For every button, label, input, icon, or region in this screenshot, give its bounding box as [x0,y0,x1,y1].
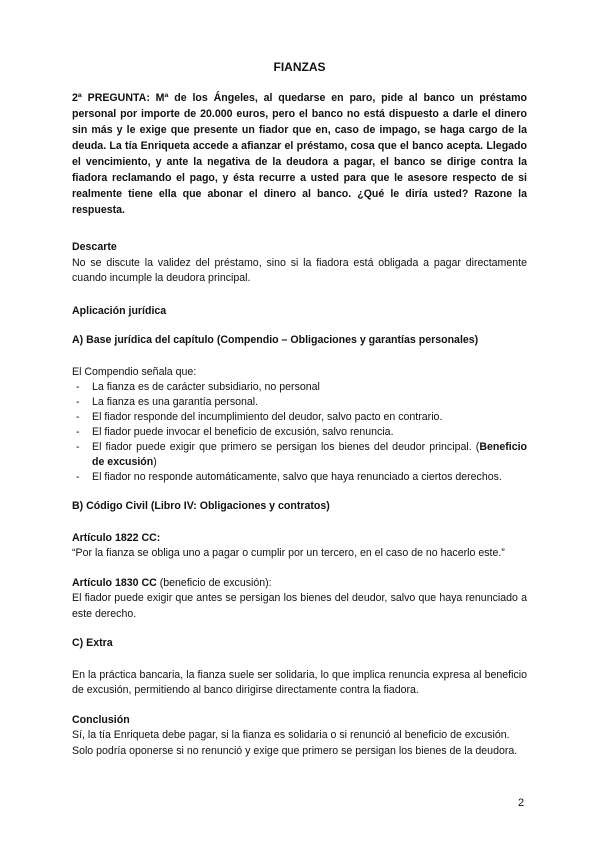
art1830-heading: Artículo 1830 CC [72,576,157,589]
list-item: - La fianza es una garantía personal. [72,395,527,410]
conclusion-p1: Sí, la tía Enriqueta debe pagar, si la fianza es solidaria o si renunció al beneficio de excusión. [72,729,510,741]
section-a-intro: El Compendio señala que: [72,365,197,378]
section-b-heading: B) Código Civil (Libro IV: Obligaciones y contratos) [72,500,330,512]
art1822-heading: Artículo 1822 CC: [72,531,161,544]
page-number: 2 [518,797,525,809]
conclusion-heading: Conclusión [72,713,130,726]
art1822-text: “Por la fianza se obliga uno a pagar o cumplir por un tercero, en el caso de no hacerlo este.” [72,547,505,559]
section-a-list [72,380,527,485]
question-text: 2ª PREGUNTA: Mª de los Ángeles, al quedarse en paro, pide al banco un préstamo personal por importe de 20.000 euros, pero el banco no está dispuesto a darle el dinero sin más y le exige que presente un fiador que en, caso de impago, se haga cargo de la deuda. La tía Enriqueta accede a afianzar el préstamo, cosa que el banco acepta. Llegado el vencimiento, y ante la negativa de la deudora a pagar, el banco se dirige contra la fiadora reclamando el pago, y ésta recurre a usted para que le asesore respecto de si realmente tiene ella que abonar el dinero al banco. ¿Qué le diría usted? Razone la respuesta. [72,92,527,216]
list-item: - El fiador puede exigir que primero se persigan los bienes del deudor principal. (Beneficio de excusión) [72,440,527,470]
conclusion-p2: Solo podría oponerse si no renunció y exige que primero se persigan los bienes de la deudora. [72,744,518,757]
beneficio-excusion-label: Beneficio de excusión [92,441,527,468]
section-a-heading: A) Base jurídica del capítulo (Compendio – Obligaciones y garantías personales) [72,334,479,346]
aplicacion-heading: Aplicación jurídica [72,304,167,317]
section-c-heading: C) Extra [72,637,113,649]
list-item-text: El fiador puede exigir que primero se persigan los bienes del deudor principal. [92,441,472,453]
art1830-text: El fiador puede exigir que antes se persigan los bienes del deudor, salvo que haya renunciado a este derecho. [72,592,527,620]
descarte-heading: Descarte [72,241,117,253]
section-c-text: En la práctica bancaria, la fianza suele ser solidaria, lo que implica renuncia expresa al beneficio de excusión, permitiendo al banco dirigirse directamente contra la fiadora. [72,668,527,696]
list-item: - El fiador puede invocar el beneficio de excusión, salvo renuncia. [72,425,527,440]
list-item: - El fiador responde del incumplimiento del deudor, salvo pacto en contrario. [72,410,527,425]
descarte-text: No se discute la validez del préstamo, sino si la fiadora está obligada a pagar directamente cuando incumple la deudora principal. [72,256,527,284]
document-title: FIANZAS [273,60,326,74]
document-page [72,60,527,759]
art1830-note: (beneficio de excusión): [156,576,272,589]
list-item: - La fianza es de carácter subsidiario, no personal [72,380,527,395]
list-item: - El fiador no responde automáticamente, salvo que haya renunciado a ciertos derechos. [72,470,527,485]
art1830-heading-line [72,576,527,592]
